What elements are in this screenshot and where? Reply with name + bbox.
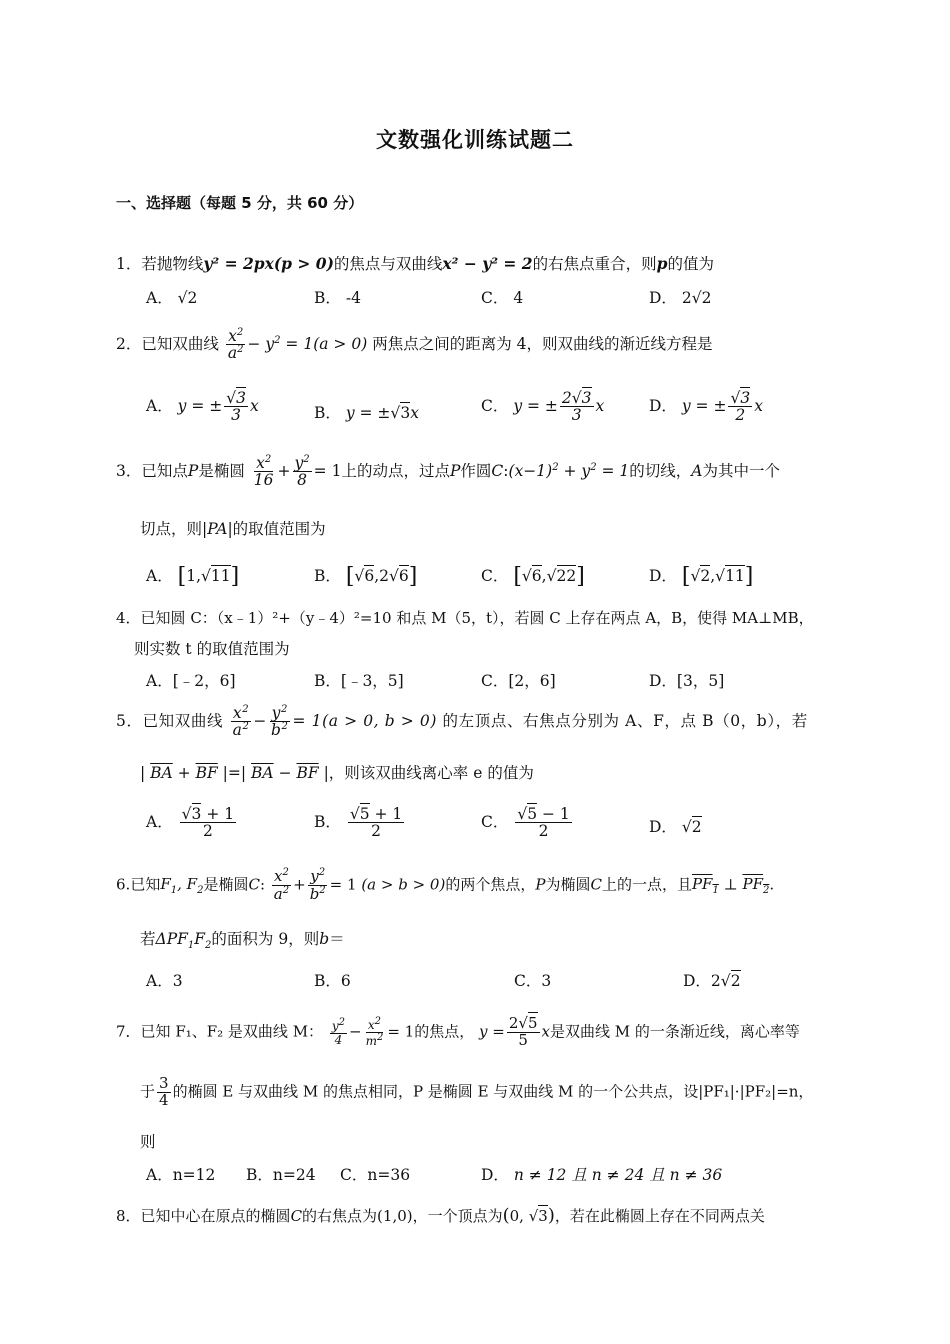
q7-option-a[interactable]: A．n=12 <box>146 1166 216 1184</box>
question-2-stem: 2．已知双曲线 $\frac{x^2}{a^2}$ − $y^2 = 1(a > 0)$ 两焦点之间的距离为 4，则双曲线的渐近线方程是 <box>116 327 713 363</box>
q2-option-c[interactable]: C． y = ± $\frac{2√3}{3}$ x <box>481 389 605 425</box>
question-7-stem: 7．已知 F₁、F₂ 是双曲线 M： $\frac{y^2}{4}$ − $\frac{x^2}{m^2}$ = 1的焦点， y = $\frac{2√5}{5}$ x是双曲线 M 的一条渐近线，离心率等 <box>116 1014 800 1049</box>
q3-option-d[interactable]: D． [√2,√11] <box>649 564 754 589</box>
question-5-stem-cont: | $\overline{BA} + \overline{BF}$ |=| $\overline{BA} - \overline{BF}$ |，则该双曲线离心率 e 的值为 <box>140 764 534 782</box>
q4-option-d[interactable]: D．[3，5] <box>649 672 725 690</box>
q5-option-a[interactable]: A． $\frac{√3 + 1}{2}$ <box>146 805 235 841</box>
question-4-stem-cont: 则实数 t 的取值范围为 <box>134 640 290 658</box>
q1-option-d[interactable]: D． 2√2 <box>649 289 712 307</box>
page-title: 文数强化训练试题二 <box>376 128 574 152</box>
question-7-stem-cont: 于 $\frac{3}{4}$ 的椭圆 E 与双曲线 M 的焦点相同，P 是椭圆 E 与双曲线 M 的一个公共点，设|PF₁|·|PF₂|=n， <box>140 1074 814 1109</box>
q1-option-a[interactable]: A． √2 <box>146 289 198 307</box>
q4-option-c[interactable]: C．[2，6] <box>481 672 556 690</box>
q1-option-c[interactable]: C． 4 <box>481 289 524 307</box>
question-3-stem: 3．已知点P是椭圆 $\frac{x^2}{16}$ + $\frac{y^2}{8}$ = 1上的动点，过点P作圆$C:(x-1)^2 + y^2 = 1$的切线，A为其中一个 <box>116 454 780 490</box>
q7-option-b[interactable]: B．n=24 <box>246 1166 316 1184</box>
q4-option-a[interactable]: A．[﹣2，6] <box>146 672 236 690</box>
q5-option-d[interactable]: D． √2 <box>649 818 702 836</box>
q6-option-d[interactable]: D．2√2 <box>683 972 741 990</box>
q7-option-c[interactable]: C．n=36 <box>340 1166 411 1184</box>
question-6-stem: 6.已知$F_1$, $F_2$是椭圆C: $\frac{x^2}{a^2}$ + $\frac{y^2}{b^2}$ = 1 (a > b > 0)的两个焦点，P为椭圆C上的一点，且$PF_1$ ⊥ $PF_2$. <box>116 867 775 903</box>
q3-option-b[interactable]: B． [√6,2√6] <box>314 564 418 589</box>
question-1-stem: 1．若抛物线y² = 2px(p > 0)的焦点与双曲线x² − y² = 2的右焦点重合，则p的值为 <box>116 254 714 273</box>
q2-option-d[interactable]: D． y = ± $\frac{√3}{2}$ x <box>649 389 763 425</box>
q1-option-b[interactable]: B． -4 <box>314 289 361 307</box>
q5-option-c[interactable]: C． $\frac{√5 - 1}{2}$ <box>481 805 570 841</box>
q2-option-a[interactable]: A． y = ± $\frac{√3}{3}$ x <box>146 389 259 425</box>
q4-option-b[interactable]: B．[﹣3，5] <box>314 672 404 690</box>
question-4-stem: 4．已知圆 C：（x﹣1）²+（y﹣4）²=10 和点 M（5，t），若圆 C 上存在两点 A，B，使得 MA⊥MB， <box>116 609 814 627</box>
q6-option-c[interactable]: C．3 <box>514 972 552 990</box>
q3-option-a[interactable]: A． [1,√11] <box>146 564 240 589</box>
q6-option-a[interactable]: A．3 <box>146 972 183 990</box>
q6-option-b[interactable]: B．6 <box>314 972 351 990</box>
q3-option-c[interactable]: C． [√6,√22] <box>481 564 585 589</box>
q5-option-b[interactable]: B． $\frac{√5 + 1}{2}$ <box>314 805 403 841</box>
question-6-stem-cont: 若$\Delta PF_1F_2$的面积为 9，则b＝ <box>140 930 345 952</box>
q7-option-d[interactable]: D． n ≠ 12 且 n ≠ 24 且 n ≠ 36 <box>481 1166 723 1184</box>
question-8-stem: 8．已知中心在原点的椭圆C的右焦点为(1,0)，一个顶点为(0, √3)，若在此椭圆上存在不同两点关 <box>116 1205 765 1226</box>
question-7-stem-end: 则 <box>140 1133 156 1151</box>
question-5-stem: 5．已知双曲线 $\frac{x^2}{a^2}$ − $\frac{y^2}{b^2}$ = 1(a > 0, b > 0) 的左顶点、右焦点分别为 A、F，点 B（0，b），若 <box>116 704 808 740</box>
question-3-stem-cont: 切点，则|PA|的取值范围为 <box>140 520 326 538</box>
q2-option-b[interactable]: B． y = ±√3x <box>314 404 419 422</box>
section-title: 一、选择题（每题 5 分，共 60 分） <box>116 194 364 212</box>
